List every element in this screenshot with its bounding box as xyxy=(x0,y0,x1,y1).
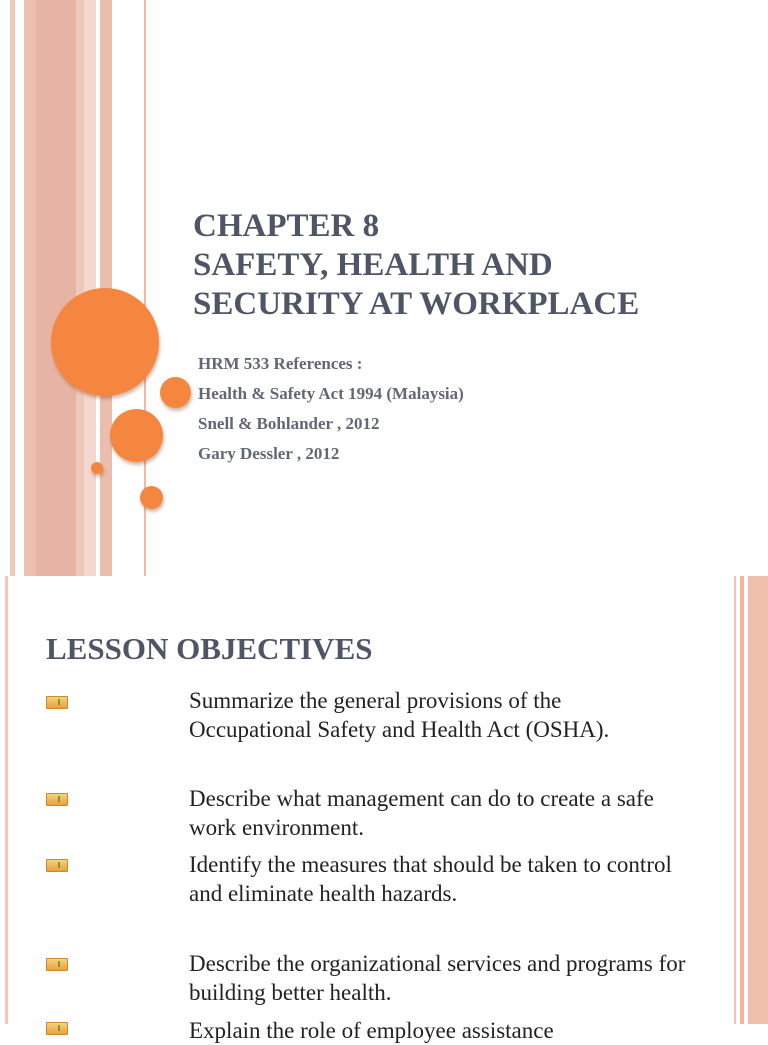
note-bullet-icon xyxy=(46,1022,68,1035)
chapter-title-line-1: CHAPTER 8 xyxy=(193,208,380,244)
objective-text: Explain the role of employee assistance xyxy=(189,1018,554,1043)
decorative-stripe xyxy=(10,0,15,576)
note-bullet-icon xyxy=(46,859,68,872)
reference-line: Health & Safety Act 1994 (Malaysia) xyxy=(198,384,464,403)
objective-text: Describe the organizational services and programs for building better health. xyxy=(189,951,686,1005)
slide-title: LESSON OBJECTIVES xyxy=(46,631,373,666)
chapter-title-line-3: SECURITY AT WORKPLACE xyxy=(193,286,640,322)
decorative-stripe xyxy=(36,0,76,576)
decorative-stripe xyxy=(734,576,736,1024)
decorative-circle-small xyxy=(140,486,163,509)
decorative-circle-small xyxy=(160,377,191,408)
objective-text: Summarize the general provisions of the Occupational Safety and Health Act (OSHA). xyxy=(189,688,610,742)
decorative-stripe xyxy=(76,0,84,576)
reference-line: Snell & Bohlander , 2012 xyxy=(198,414,380,433)
decorative-stripe xyxy=(5,576,8,1024)
decorative-stripe xyxy=(748,576,768,1024)
decorative-stripe xyxy=(740,576,744,1024)
chapter-title-line-2: SAFETY, HEALTH AND xyxy=(193,247,553,283)
decorative-circle-tiny xyxy=(91,462,103,474)
decorative-stripe xyxy=(24,0,36,576)
decorative-circle-medium xyxy=(110,409,163,462)
note-bullet-icon xyxy=(46,958,68,971)
decorative-circle-large xyxy=(51,288,159,396)
reference-line: HRM 533 References : xyxy=(198,354,363,373)
reference-line: Gary Dessler , 2012 xyxy=(198,444,340,463)
objective-text: Describe what management can do to create a safe work environment. xyxy=(189,786,654,840)
note-bullet-icon xyxy=(46,696,68,709)
note-bullet-icon xyxy=(46,793,68,806)
objective-text: Identify the measures that should be taken to control and eliminate health hazards. xyxy=(189,852,672,906)
lesson-objectives-slide xyxy=(0,576,768,1043)
